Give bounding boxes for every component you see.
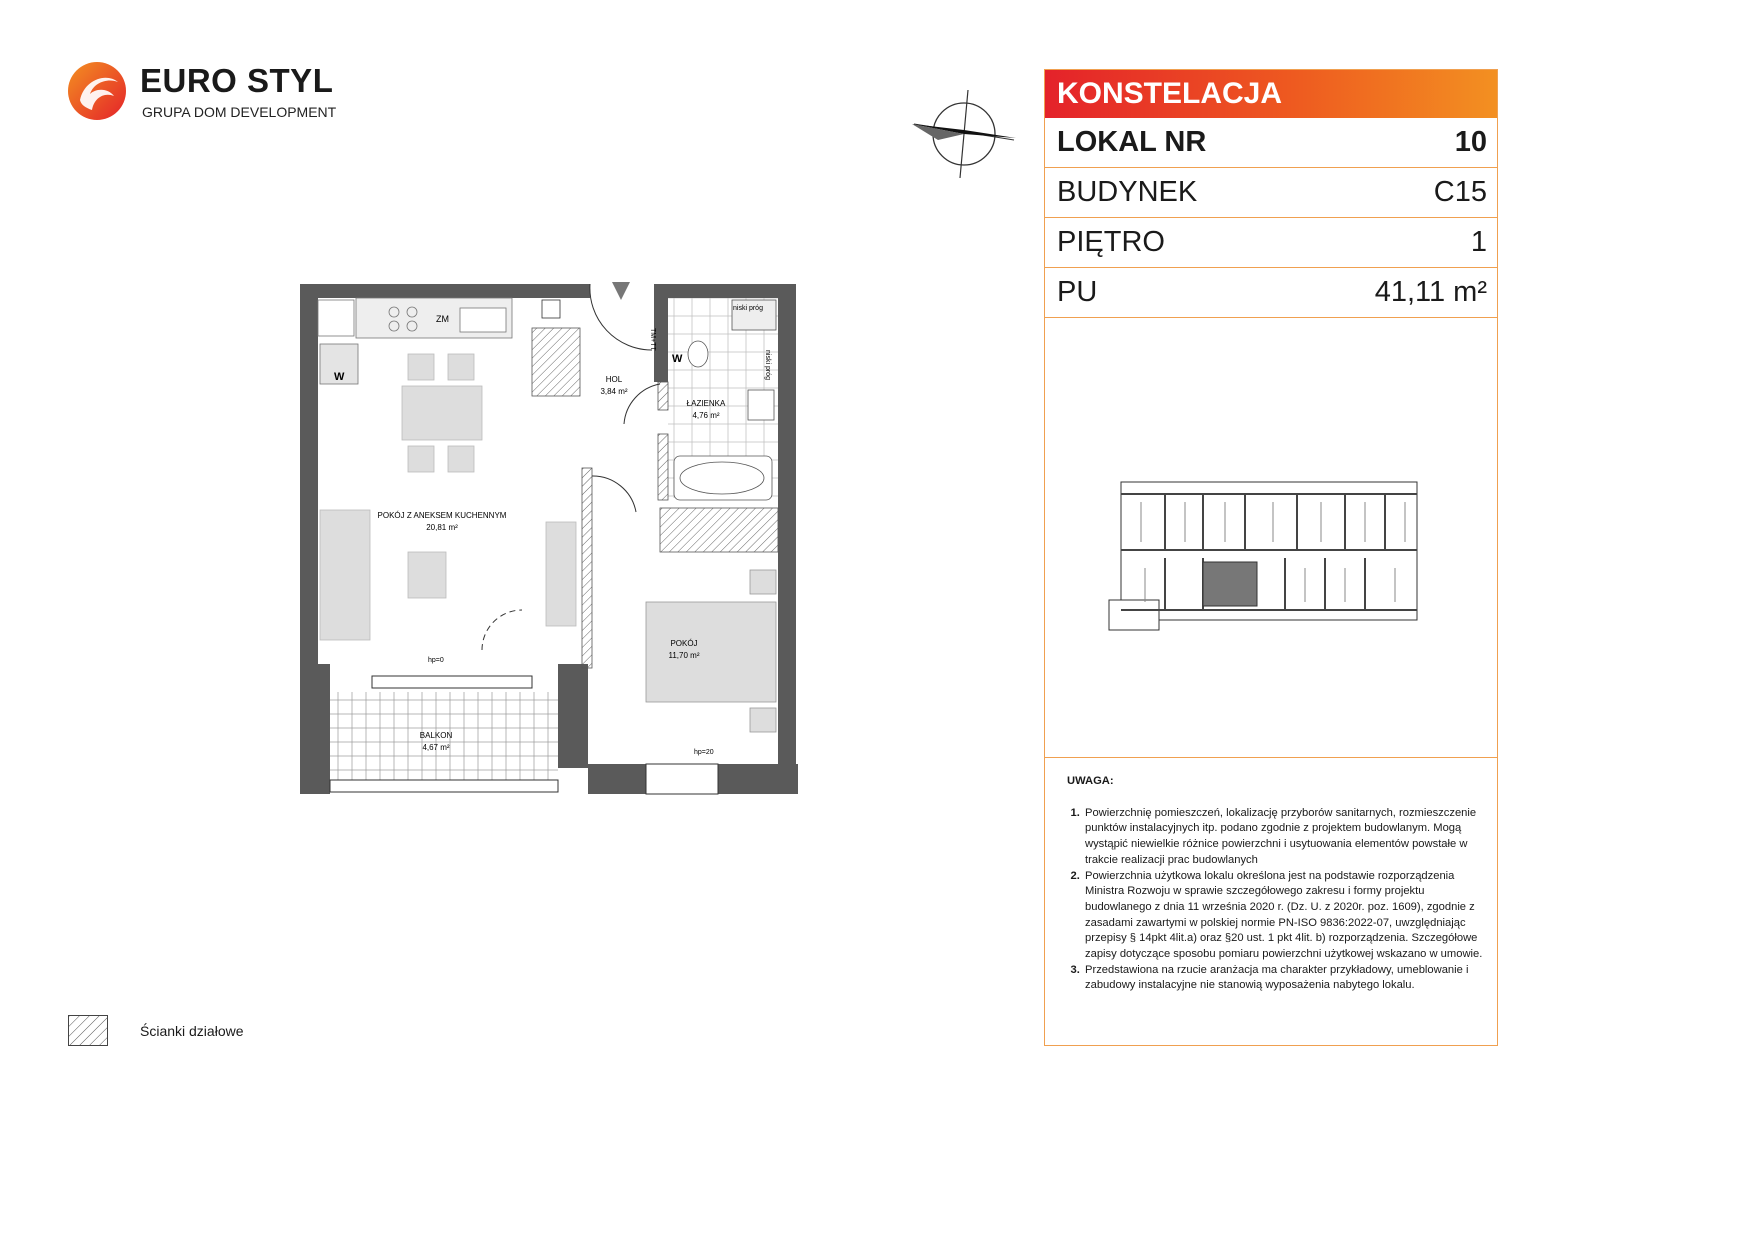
hp20-label: hp=20 — [694, 749, 714, 756]
floor-value: 1 — [1470, 226, 1487, 258]
project-title: KONSTELACJA — [1045, 70, 1497, 118]
w-label-bath: W — [672, 353, 683, 365]
unit-number-label: LOKAL NR — [1057, 126, 1207, 158]
building-label: BUDYNEK — [1057, 176, 1198, 208]
usable-area-value: 41,11 m² — [1374, 276, 1487, 308]
row-unit-number — [1045, 118, 1497, 168]
floor-label: PIĘTRO — [1057, 226, 1165, 258]
row-usable-area — [1045, 268, 1497, 318]
bathroom-name: ŁAZIENKA — [686, 399, 726, 408]
unit-number-value: 10 — [1454, 126, 1487, 158]
info-panel — [1044, 69, 1498, 1046]
zm-label: ZM — [436, 314, 449, 324]
row-building — [1045, 168, 1497, 218]
floor-plan — [296, 280, 800, 800]
building-key-plan — [1105, 472, 1425, 638]
partition-wall-swatch — [68, 1015, 108, 1046]
note-1: 1. Powierzchnię pomieszczeń, lokalizację przyborów sanitarnych, rozmieszczenie punktów instalacyjnych itp. podano zgodnie z projektem budowlanym. Mogą wystąpić niewielkie różnice powierzchni i usytuowania elementów powstałe w trakcie realizacji prac budowlanych — [1083, 806, 1487, 869]
bathroom-area: 4,76 m² — [692, 411, 720, 420]
hall-area: 3,84 m² — [600, 387, 628, 396]
low-threshold-label-2: niski próg — [764, 350, 771, 380]
legend-label: Ścianki działowe — [140, 1023, 244, 1039]
highlighted-unit — [1203, 562, 1257, 606]
notes-section — [1067, 774, 1487, 994]
balcony-area: 4,67 m² — [422, 743, 450, 752]
hp0-label: hp=0 — [428, 657, 444, 664]
bedroom-name: POKÓJ — [670, 639, 698, 648]
building-value: C15 — [1433, 176, 1487, 208]
flame-logo-icon — [66, 60, 128, 122]
usable-area-label: PU — [1057, 276, 1098, 308]
tm-tt-label: TM+TT — [649, 328, 656, 351]
row-floor — [1045, 218, 1497, 268]
note-2: 2. Powierzchnia użytkowa lokalu określona jest na podstawie rozporządzenia Ministra Rozwoju w sprawie szczegółowego zakresu i formy projektu budowlanego z dnia 11 września 2020 r. (Dz. U. z 2020r. poz. 1609), zgodnie z zasadami zawartymi w polskiej normie PN-ISO 9836:2022-07, uwzględniając przepisy § 14pkt 4lit.a) oraz §20 ust. 1 pkt 4lit. b) rozporządzenia. Szczegółowe zapisy dotyczące sposobu pomiaru powierzchni użytkowej wskazano w umowie. — [1083, 869, 1487, 963]
living-room-name: POKÓJ Z ANEKSEM KUCHENNYM — [377, 511, 507, 520]
hall-name: HOL — [605, 375, 623, 384]
balcony-floor — [330, 692, 558, 792]
notes-heading: UWAGA: — [1067, 775, 1114, 787]
note-3: 3. Przedstawiona na rzucie aranżacja ma charakter przykładowy, umeblowanie i zabudowy instalacyjne nie stanowią wyposażenia nabytego lokalu. — [1083, 963, 1487, 994]
balcony-name: BALKON — [419, 731, 453, 740]
compass-icon — [908, 88, 1018, 180]
living-room-area: 20,81 m² — [426, 523, 458, 532]
brand-name: EURO STYL — [140, 62, 334, 99]
w-label-kitchen: W — [334, 371, 345, 383]
low-threshold-label-1: niski próg — [733, 305, 763, 312]
brand-subtitle: GRUPA DOM DEVELOPMENT — [142, 104, 337, 120]
eurostyl-logo — [62, 58, 362, 128]
notes-divider — [1045, 757, 1497, 758]
bedroom-area: 11,70 m² — [668, 651, 700, 660]
